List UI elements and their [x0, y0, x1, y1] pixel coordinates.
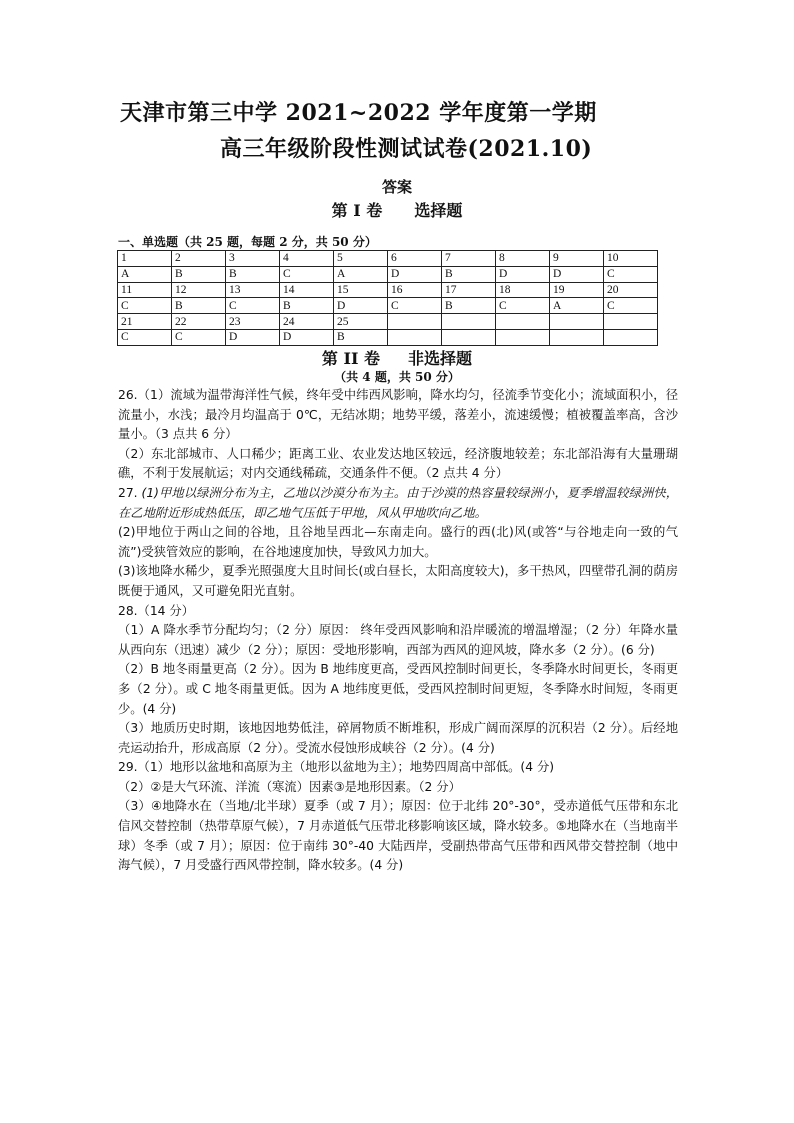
answer-table-cell: 6 — [388, 251, 442, 267]
answer-table-cell: 25 — [334, 314, 388, 330]
answer-table-cell: A — [118, 266, 172, 282]
section-title-single-choice: 一、单选题（共 25 题，每题 2 分，共 50 分） — [118, 235, 377, 249]
answer-table-cell: 12 — [172, 282, 226, 298]
answer-table-cell: D — [550, 266, 604, 282]
answer-table-cell: B — [334, 329, 388, 345]
answer-table-cell: 8 — [496, 251, 550, 267]
part1-label: 第 I 卷 — [331, 201, 383, 220]
answer-table-row — [118, 251, 658, 267]
answer-table-cell: B — [442, 298, 496, 314]
answer-table-cell: 19 — [550, 282, 604, 298]
answer-table-cell — [388, 329, 442, 345]
answer-paragraph: (2)甲地位于两山之间的谷地，且谷地呈西北—东南走向。盛行的西(北)风(或答“与谷地走向一致的气流”)受狭管效应的影响，在谷地速度加快，导致风力加大。 — [118, 525, 678, 559]
answer-table-cell: 1 — [118, 251, 172, 267]
answer-paragraph: （2）B 地冬雨量更高（2 分）。因为 B 地纬度更高，受西风控制时间更长，冬季降水时间更长，冬雨更多（2 分）。或 C 地冬雨量更低。因为 A 地纬度更低，受西风控制时间更短，冬季降水时间短，冬雨更少。(4 分) — [118, 662, 678, 716]
answer-table-cell: D — [334, 298, 388, 314]
answer-table-cell: 13 — [226, 282, 280, 298]
document-title-line2: 高三年级阶段性测试试卷(2021.10) — [220, 136, 593, 162]
answer-table-cell: C — [388, 298, 442, 314]
answer-table-cell: C — [604, 266, 658, 282]
answer-table-cell: 5 — [334, 251, 388, 267]
answer-table-cell: D — [496, 266, 550, 282]
part2-name: 非选择题 — [408, 349, 473, 368]
answer-table-cell: D — [226, 329, 280, 345]
answer-table-cell: C — [118, 298, 172, 314]
answer-table-cell: B — [226, 266, 280, 282]
part1-heading — [0, 198, 794, 221]
answer-paragraph: 26.（1）流域为温带海洋性气候，终年受中纬西风影响，降水均匀，径流季节变化小；流域面积小，径流量小，水浅；最冷月均温高于 0℃，无结冰期；地势平缓，落差小，流速缓慢；植被覆盖率高，含沙量小。（3 点共 6 分） — [118, 388, 678, 442]
answer-table-cell: C — [118, 329, 172, 345]
answer-table-cell — [442, 329, 496, 345]
answer-table-cell: 17 — [442, 282, 496, 298]
answer-table-cell: A — [334, 266, 388, 282]
answer-table-cell: C — [496, 298, 550, 314]
answer-table-row — [118, 266, 658, 282]
answer-table-cell: 22 — [172, 314, 226, 330]
answer-paragraph: （3）④地降水在（当地/北半球）夏季（或 7 月）；原因：位于北纬 20°-30°，受赤道低气压带和东北信风交替控制（热带草原气候），7 月赤道低气压带北移影响该区域，降水较多。⑤地降水在（当地南半球）冬季（或 7 月）；原因：位于南纬 30°-40 大陆西岸，受副热带高气压带和西风带交替控制（地中海气候），7 月受盛行西风带控制，降水较多。(4 分) — [118, 799, 678, 873]
answer-table-cell: C — [226, 298, 280, 314]
answer-table-cell: 15 — [334, 282, 388, 298]
answer-table-cell: C — [172, 329, 226, 345]
answer-paragraph: 27. (1)甲地以绿洲分布为主，乙地以沙漠分布为主。由于沙漠的热容量较绿洲小，夏季增温较绿洲快，在乙地附近形成热低压，即乙地气压低于甲地，风从甲地吹向乙地。 — [118, 485, 678, 520]
answer-table-row — [118, 314, 658, 330]
answer-table-cell: 11 — [118, 282, 172, 298]
answer-paragraph: （1）A 降水季节分配均匀；（2 分）原因： 终年受西风影响和沿岸暖流的增温增湿；（2 分）年降水量从西向东（迅速）减少（2 分）；原因：受地形影响，西部为西风的迎风坡，降水多（2 分）。(6 分) — [118, 623, 678, 657]
answer-table-cell: C — [604, 298, 658, 314]
answer-table-cell — [550, 314, 604, 330]
answer-table-cell: C — [280, 266, 334, 282]
answer-paragraph: （3）地质历史时期，该地因地势低洼，碎屑物质不断堆积，形成广阔而深厚的沉积岩（2 分）。后经地壳运动抬升，形成高原（2 分）。受流水侵蚀形成峡谷（2 分）。(4 分) — [118, 721, 678, 755]
answer-table-cell — [496, 314, 550, 330]
answer-table-cell: B — [442, 266, 496, 282]
part2-label: 第 II 卷 — [321, 349, 381, 368]
answer-table-cell: 18 — [496, 282, 550, 298]
answer-body — [118, 386, 678, 876]
answer-table-cell — [388, 314, 442, 330]
answer-table-cell — [550, 329, 604, 345]
answer-table-cell: D — [280, 329, 334, 345]
answer-table-cell — [496, 329, 550, 345]
answer-table-cell: 7 — [442, 251, 496, 267]
answer-table-cell: A — [550, 298, 604, 314]
answer-table-cell: 20 — [604, 282, 658, 298]
answer-table-cell — [604, 329, 658, 345]
answer-table-cell: 23 — [226, 314, 280, 330]
answer-paragraph: 28.（14 分） — [118, 603, 195, 618]
answer-table-cell: 4 — [280, 251, 334, 267]
answer-table-cell: 21 — [118, 314, 172, 330]
answer-heading: 答案 — [381, 178, 412, 196]
answer-table-cell: 14 — [280, 282, 334, 298]
answer-table — [117, 250, 658, 346]
answer-table-cell: B — [280, 298, 334, 314]
answer-table-cell: 9 — [550, 251, 604, 267]
answer-table-cell: 3 — [226, 251, 280, 267]
answer-table-row — [118, 298, 658, 314]
answer-table-cell: D — [388, 266, 442, 282]
part1-name: 选择题 — [414, 201, 463, 220]
answer-table-cell — [604, 314, 658, 330]
answer-paragraph: （2）②是大气环流、洋流（寒流）因素③是地形因素。（2 分） — [118, 779, 461, 794]
answer-table-cell: B — [172, 266, 226, 282]
answer-paragraph: （2）东北部城市、人口稀少；距离工业、农业发达地区较远，经济腹地较差；东北部沿海有大量珊瑚礁，不利于发展航运；对内交通线稀疏，交通条件不便。（2 点共 4 分） — [118, 446, 678, 481]
answer-table-cell — [442, 314, 496, 330]
answer-table-cell: B — [172, 298, 226, 314]
answer-paragraph: 29.（1）地形以盆地和高原为主（地形以盆地为主）；地势四周高中部低。(4 分) — [118, 760, 555, 775]
answer-paragraph: (3)该地降水稀少，夏季光照强度大且时间长(或白昼长，太阳高度较大)，多干热风，四壁带孔洞的荫房既便于通风，又可避免阳光直射。 — [118, 564, 678, 598]
answer-table-cell: 2 — [172, 251, 226, 267]
answer-table-cell: 24 — [280, 314, 334, 330]
part2-heading — [0, 346, 794, 369]
document-title-line1: 天津市第三中学 2021~2022 学年度第一学期 — [120, 100, 597, 126]
answer-table-cell: 10 — [604, 251, 658, 267]
answer-table-row — [118, 329, 658, 345]
answer-table-cell: 16 — [388, 282, 442, 298]
answer-table-row — [118, 282, 658, 298]
part2-subtitle: （共 4 题，共 50 分） — [334, 370, 460, 384]
